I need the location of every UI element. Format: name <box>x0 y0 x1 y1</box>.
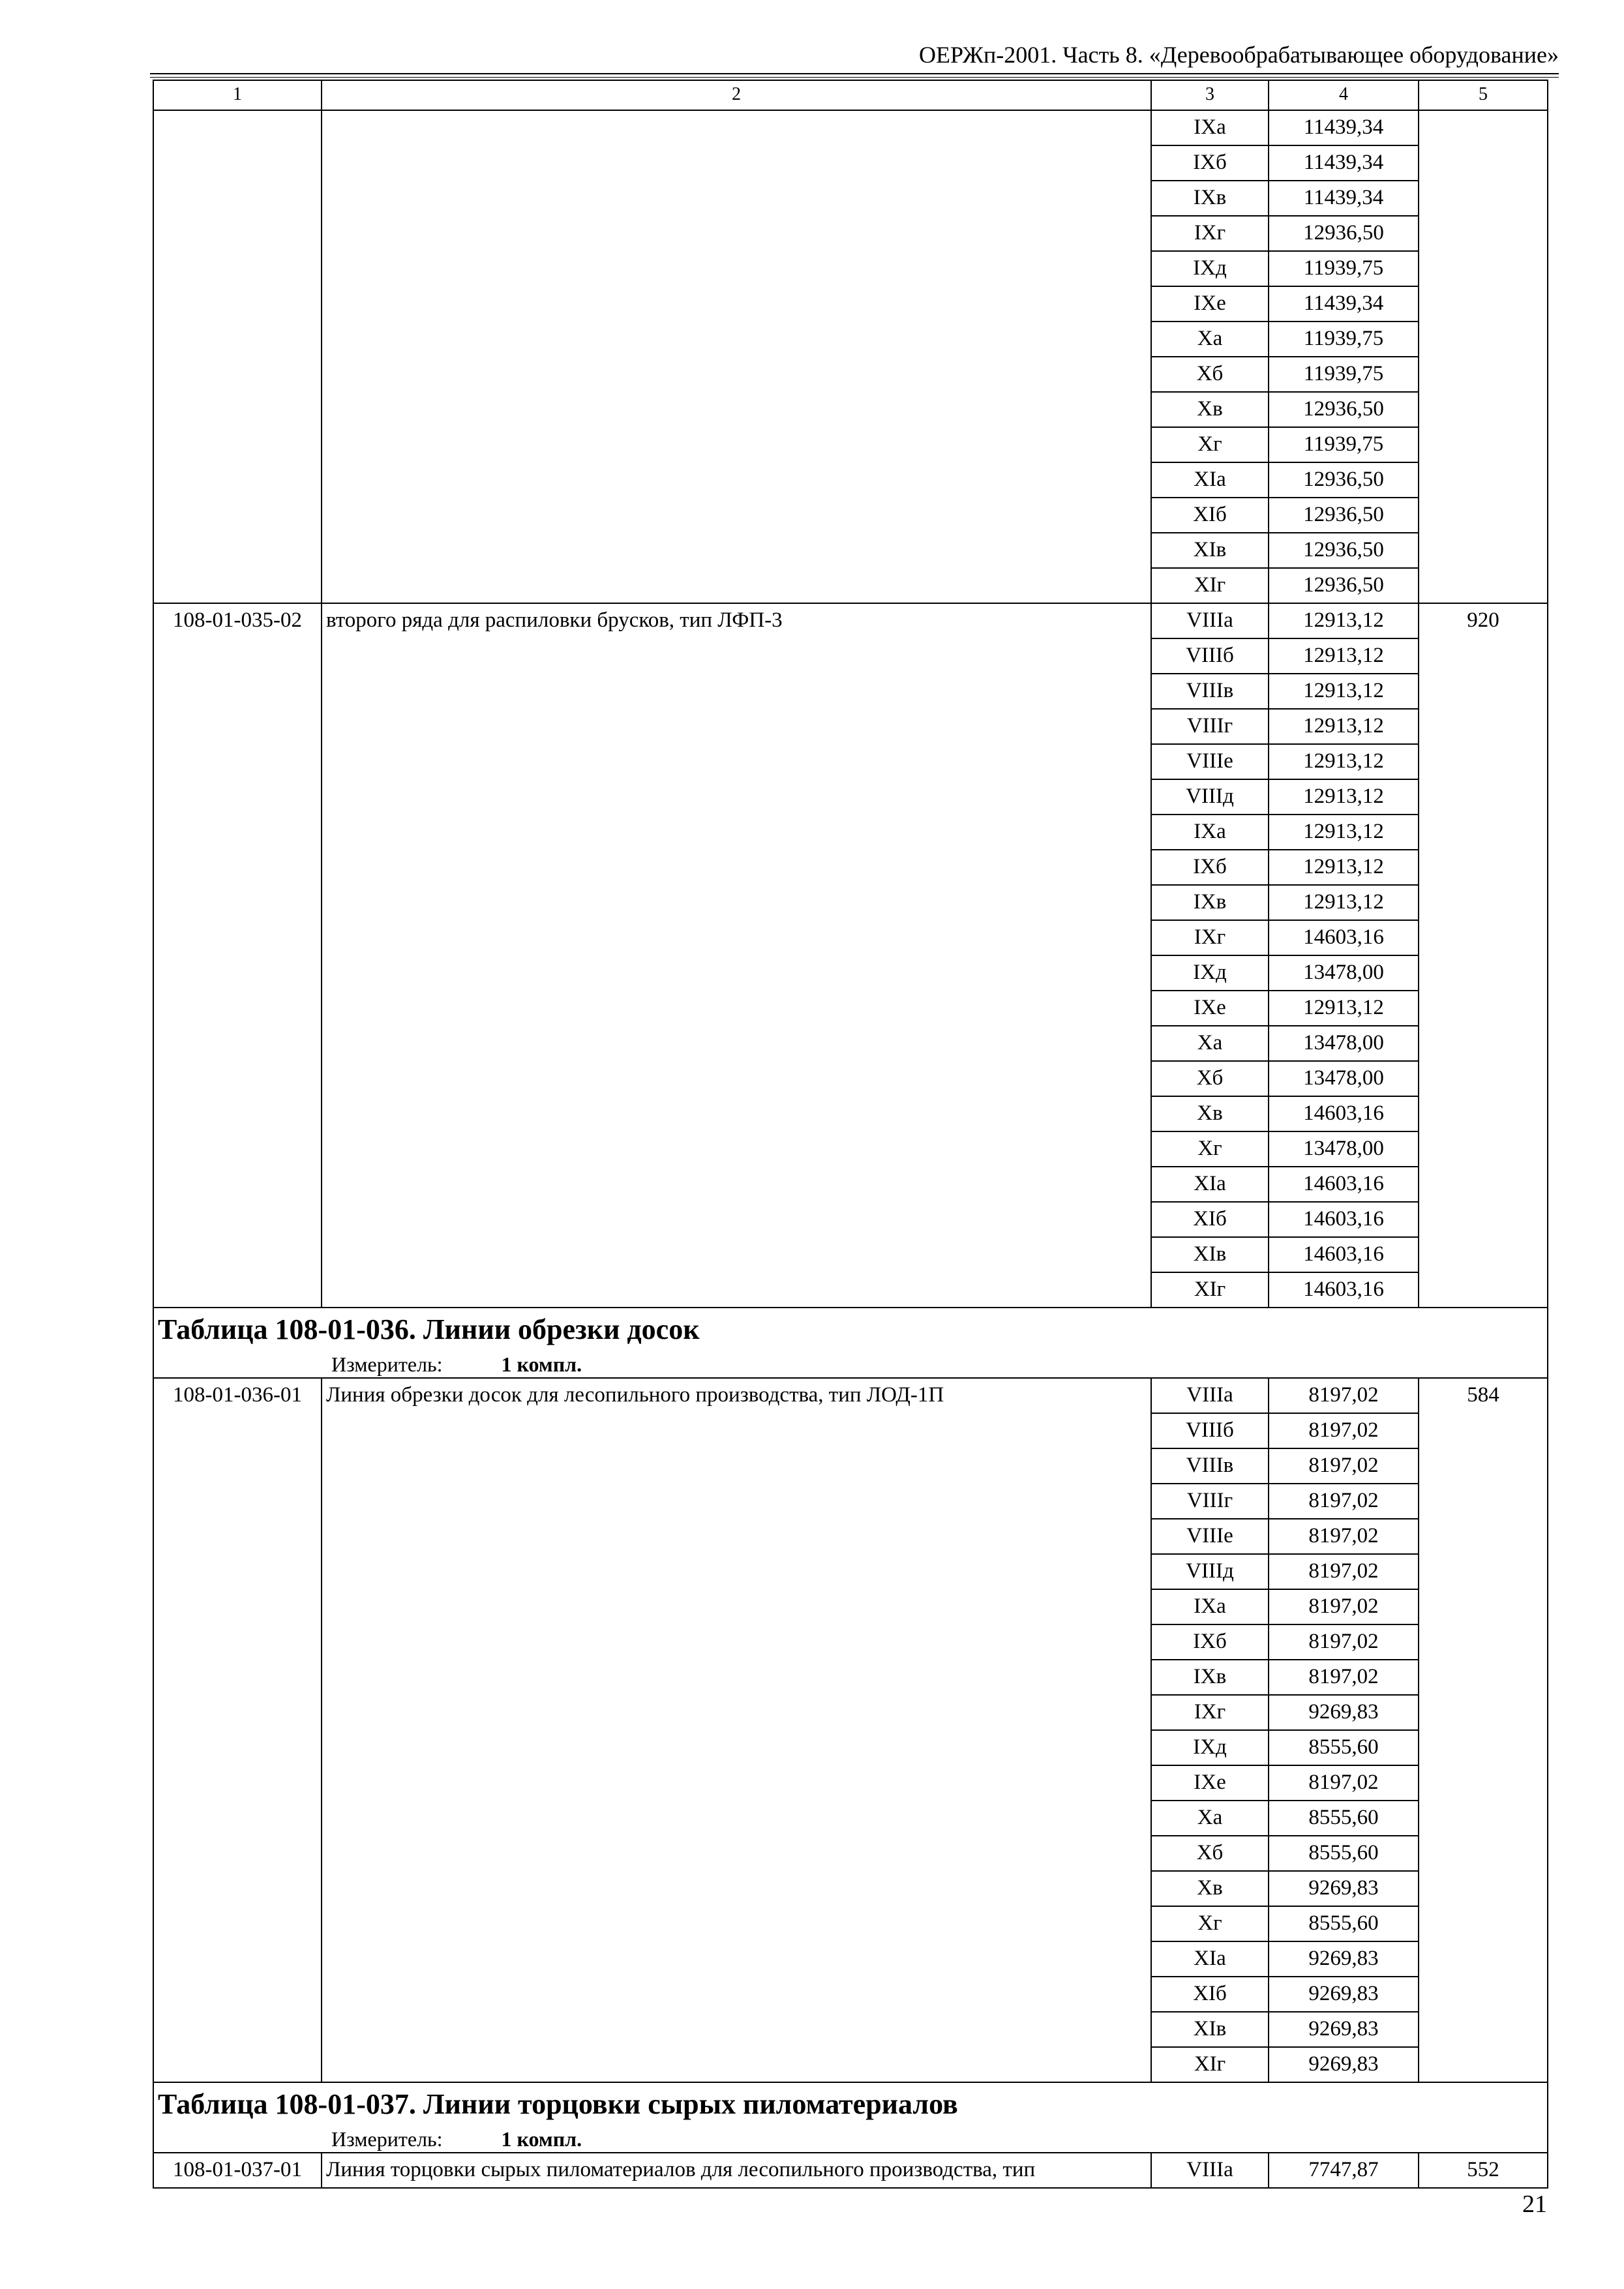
zone-cell: VIIIб <box>1151 1413 1269 1448</box>
item-code: 108-01-035-02 <box>153 603 322 1308</box>
price-cell: 8555,60 <box>1269 1730 1419 1765</box>
zone-cell: Xa <box>1151 322 1269 357</box>
column-number-2: 2 <box>322 80 1151 110</box>
price-cell: 14603,16 <box>1269 1202 1419 1237</box>
item-name <box>322 110 1151 603</box>
price-cell: 12936,50 <box>1269 392 1419 427</box>
zone-cell: VIIIв <box>1151 674 1269 709</box>
price-cell: 11939,75 <box>1269 427 1419 462</box>
price-cell: 12913,12 <box>1269 991 1419 1026</box>
zone-cell: VIIIб <box>1151 638 1269 674</box>
price-table <box>153 80 1548 2189</box>
zone-cell: IXг <box>1151 920 1269 955</box>
zone-cell: Xг <box>1151 1906 1269 1941</box>
price-cell: 11939,75 <box>1269 322 1419 357</box>
price-cell: 8197,02 <box>1269 1624 1419 1660</box>
price-cell: 12936,50 <box>1269 533 1419 568</box>
column-numbers-row <box>153 80 1548 110</box>
price-cell: 8197,02 <box>1269 1660 1419 1695</box>
item-name: Линия обрезки досок для лесопильного производства, тип ЛОД-1П <box>322 1378 1151 2082</box>
price-cell: 14603,16 <box>1269 1272 1419 1308</box>
price-cell: 11439,34 <box>1269 181 1419 216</box>
zone-cell: XIб <box>1151 498 1269 533</box>
price-cell: 13478,00 <box>1269 1061 1419 1096</box>
column-number-1: 1 <box>153 80 322 110</box>
col5-value <box>1419 110 1548 603</box>
price-cell: 8555,60 <box>1269 1836 1419 1871</box>
measure-label: Измеритель: <box>331 1353 443 1376</box>
price-cell: 11439,34 <box>1269 110 1419 145</box>
zone-cell: IXб <box>1151 145 1269 181</box>
price-cell: 9269,83 <box>1269 1977 1419 2012</box>
zone-cell: IXв <box>1151 885 1269 920</box>
zone-cell: XIб <box>1151 1202 1269 1237</box>
zone-cell: IXе <box>1151 1765 1269 1801</box>
zone-cell: VIIIa <box>1151 2153 1269 2188</box>
price-cell: 9269,83 <box>1269 2047 1419 2082</box>
price-cell: 12913,12 <box>1269 638 1419 674</box>
item-code: 108-01-037-01 <box>153 2153 322 2188</box>
price-cell: 12913,12 <box>1269 779 1419 815</box>
table-row <box>153 1378 1548 1413</box>
price-cell: 13478,00 <box>1269 1026 1419 1061</box>
zone-cell: Xб <box>1151 1061 1269 1096</box>
zone-cell: Xг <box>1151 1131 1269 1167</box>
price-cell: 9269,83 <box>1269 2012 1419 2047</box>
zone-cell: IXa <box>1151 1589 1269 1624</box>
column-number-5: 5 <box>1419 80 1548 110</box>
zone-cell: IXб <box>1151 1624 1269 1660</box>
price-cell: 12913,12 <box>1269 744 1419 779</box>
page-header: ОЕРЖп-2001. Часть 8. «Деревообрабатывающее оборудование» <box>918 42 1559 68</box>
item-name: второго ряда для распиловки брусков, тип ЛФП-3 <box>322 603 1151 1308</box>
item-code <box>153 110 322 603</box>
zone-cell: Xв <box>1151 1096 1269 1131</box>
table-title-cell <box>153 2082 1548 2153</box>
col5-value: 552 <box>1419 2153 1548 2188</box>
price-cell: 12913,12 <box>1269 815 1419 850</box>
price-cell: 12913,12 <box>1269 885 1419 920</box>
price-cell: 8197,02 <box>1269 1413 1419 1448</box>
zone-cell: IXa <box>1151 110 1269 145</box>
col5-value: 920 <box>1419 603 1548 1308</box>
zone-cell: Xб <box>1151 357 1269 392</box>
zone-cell: XIг <box>1151 568 1269 603</box>
item-name: Линия торцовки сырых пиломатериалов для лесопильного производства, тип <box>322 2153 1151 2188</box>
zone-cell: XIв <box>1151 1237 1269 1272</box>
zone-cell: VIIIд <box>1151 1554 1269 1589</box>
zone-cell: IXд <box>1151 955 1269 991</box>
price-cell: 8197,02 <box>1269 1378 1419 1413</box>
price-cell: 12913,12 <box>1269 850 1419 885</box>
zone-cell: XIa <box>1151 1167 1269 1202</box>
price-cell: 8197,02 <box>1269 1765 1419 1801</box>
table-title-cell <box>153 1308 1548 1378</box>
price-cell: 11439,34 <box>1269 145 1419 181</box>
zone-cell: IXг <box>1151 1695 1269 1730</box>
zone-cell: Xб <box>1151 1836 1269 1871</box>
zone-cell: VIIIв <box>1151 1448 1269 1484</box>
zone-cell: VIIIе <box>1151 1519 1269 1554</box>
zone-cell: XIг <box>1151 2047 1269 2082</box>
zone-cell: IXв <box>1151 181 1269 216</box>
page-number: 21 <box>1522 2191 1547 2218</box>
zone-cell: IXб <box>1151 850 1269 885</box>
zone-cell: XIг <box>1151 1272 1269 1308</box>
table-row <box>153 603 1548 638</box>
column-number-3: 3 <box>1151 80 1269 110</box>
price-cell: 12913,12 <box>1269 674 1419 709</box>
table-row <box>153 110 1548 145</box>
price-cell: 11939,75 <box>1269 251 1419 286</box>
zone-cell: XIa <box>1151 462 1269 498</box>
column-number-4: 4 <box>1269 80 1419 110</box>
price-cell: 8197,02 <box>1269 1589 1419 1624</box>
zone-cell: XIa <box>1151 1941 1269 1977</box>
price-cell: 14603,16 <box>1269 1167 1419 1202</box>
zone-cell: Xг <box>1151 427 1269 462</box>
zone-cell: Xa <box>1151 1801 1269 1836</box>
table-row <box>153 2153 1548 2188</box>
zone-cell: IXе <box>1151 286 1269 322</box>
price-cell: 14603,16 <box>1269 1096 1419 1131</box>
price-cell: 8555,60 <box>1269 1801 1419 1836</box>
zone-cell: VIIIд <box>1151 779 1269 815</box>
zone-cell: IXд <box>1151 1730 1269 1765</box>
price-cell: 13478,00 <box>1269 955 1419 991</box>
zone-cell: XIв <box>1151 2012 1269 2047</box>
measure-value: 1 компл. <box>501 1353 582 1376</box>
zone-cell: XIв <box>1151 533 1269 568</box>
price-cell: 14603,16 <box>1269 920 1419 955</box>
zone-cell: IXв <box>1151 1660 1269 1695</box>
table-title: Таблица 108-01-036. Линии обрезки досок <box>158 1313 700 1345</box>
measure-value: 1 компл. <box>501 2127 582 2151</box>
price-cell: 12936,50 <box>1269 216 1419 251</box>
table-title: Таблица 108-01-037. Линии торцовки сырых пиломатериалов <box>158 2088 958 2120</box>
zone-cell: Xв <box>1151 392 1269 427</box>
price-cell: 8197,02 <box>1269 1448 1419 1484</box>
table-title-row <box>153 1308 1548 1378</box>
price-cell: 14603,16 <box>1269 1237 1419 1272</box>
price-cell: 12936,50 <box>1269 498 1419 533</box>
measure-row <box>158 2126 1543 2152</box>
zone-cell: VIIIг <box>1151 709 1269 744</box>
col5-value: 584 <box>1419 1378 1548 2082</box>
price-cell: 9269,83 <box>1269 1871 1419 1906</box>
price-cell: 8197,02 <box>1269 1554 1419 1589</box>
header-rule-thin <box>150 77 1559 78</box>
price-cell: 12936,50 <box>1269 462 1419 498</box>
zone-cell: IXе <box>1151 991 1269 1026</box>
zone-cell: VIIIе <box>1151 744 1269 779</box>
zone-cell: VIIIa <box>1151 1378 1269 1413</box>
price-cell: 8197,02 <box>1269 1519 1419 1554</box>
price-cell: 11939,75 <box>1269 357 1419 392</box>
table-title-row <box>153 2082 1548 2153</box>
zone-cell: Xa <box>1151 1026 1269 1061</box>
zone-cell: IXa <box>1151 815 1269 850</box>
price-cell: 7747,87 <box>1269 2153 1419 2188</box>
price-cell: 8555,60 <box>1269 1906 1419 1941</box>
zone-cell: IXд <box>1151 251 1269 286</box>
zone-cell: XIб <box>1151 1977 1269 2012</box>
zone-cell: Xв <box>1151 1871 1269 1906</box>
measure-row <box>158 1351 1543 1377</box>
zone-cell: IXг <box>1151 216 1269 251</box>
price-cell: 9269,83 <box>1269 1941 1419 1977</box>
price-cell: 12936,50 <box>1269 568 1419 603</box>
zone-cell: VIIIa <box>1151 603 1269 638</box>
header-rule <box>150 73 1559 74</box>
price-cell: 13478,00 <box>1269 1131 1419 1167</box>
price-cell: 12913,12 <box>1269 709 1419 744</box>
price-cell: 11439,34 <box>1269 286 1419 322</box>
price-cell: 8197,02 <box>1269 1484 1419 1519</box>
item-code: 108-01-036-01 <box>153 1378 322 2082</box>
zone-cell: VIIIг <box>1151 1484 1269 1519</box>
measure-label: Измеритель: <box>331 2127 443 2151</box>
price-cell: 9269,83 <box>1269 1695 1419 1730</box>
price-cell: 12913,12 <box>1269 603 1419 638</box>
